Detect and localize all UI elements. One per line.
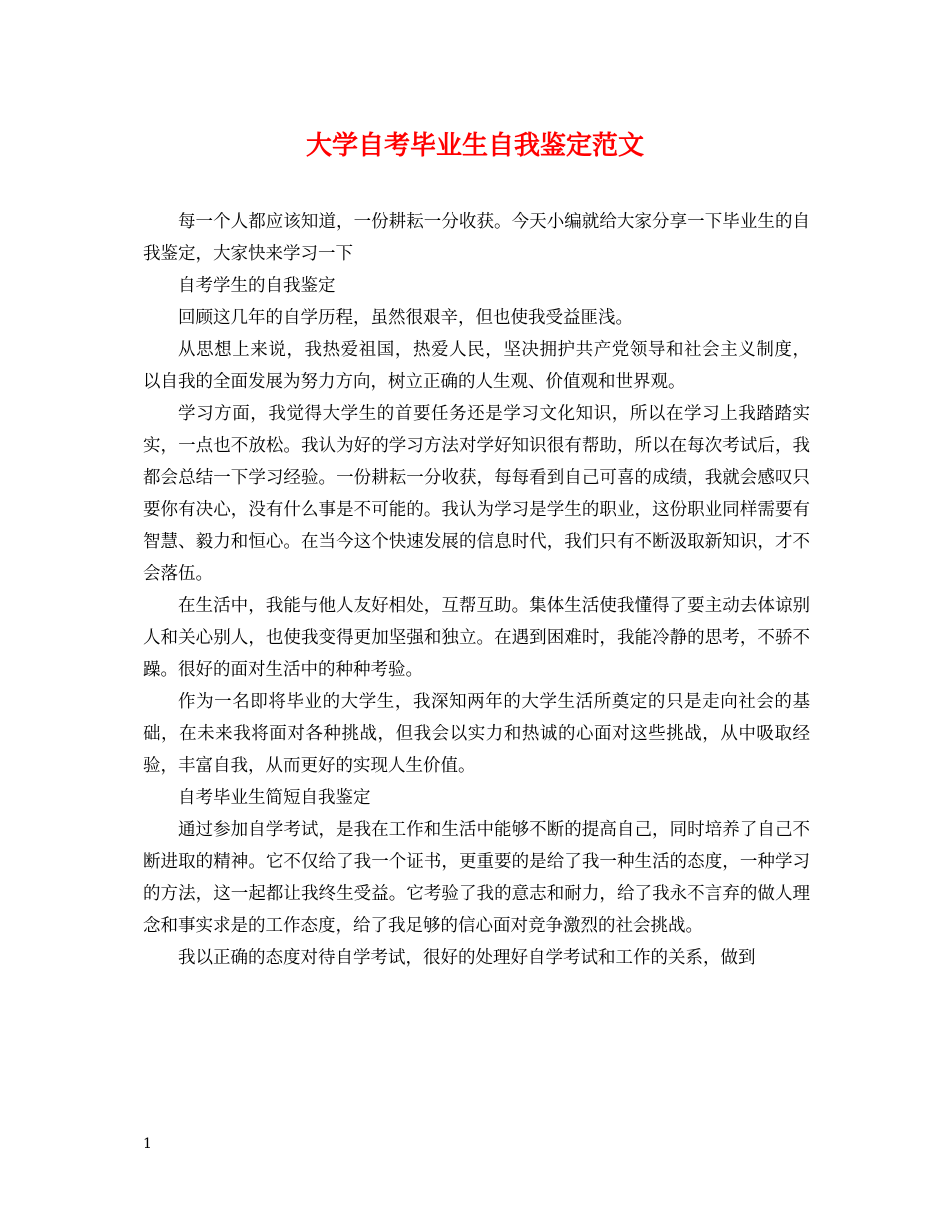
document-title: 大学自考毕业生自我鉴定范文	[305, 131, 644, 161]
document-body	[143, 206, 810, 974]
body-paragraph: 作为一名即将毕业的大学生，我深知两年的大学生活所奠定的只是走向社会的基础，在未来我将面对各种挑战，但我会以实力和热诚的心面对这些挑战，从中吸取经验，丰富自我，从而更好的实现人生价值。	[143, 692, 810, 776]
section-heading: 自考毕业生简短自我鉴定	[178, 788, 371, 808]
body-paragraph: 学习方面，我觉得大学生的首要任务还是学习文化知识，所以在学习上我踏踏实实，一点也不放松。我认为好的学习方法对学好知识很有帮助，所以在每次考试后，我都会总结一下学习经验。一份耕耘一分收获，每每看到自己可喜的成绩，我就会感叹只要你有决心，没有什么事是不可能的。我认为学习是学生的职业，这份职业同样需要有智慧、毅力和恒心。在当今这个快速发展的信息时代，我们只有不断汲取新知识，才不会落伍。	[143, 404, 810, 584]
section-heading: 自考学生的自我鉴定	[178, 276, 336, 296]
body-paragraph: 回顾这几年的自学历程，虽然很艰辛，但也使我受益匪浅。	[178, 308, 633, 328]
body-paragraph: 通过参加自学考试，是我在工作和生活中能够不断的提高自己，同时培养了自己不断进取的精神。它不仅给了我一个证书，更重要的是给了我一种生活的态度，一种学习的方法，这一起都让我终生受益。它考验了我的意志和耐力，给了我永不言弃的做人理念和事实求是的工作态度，给了我足够的信心面对竞争激烈的社会挑战。	[143, 820, 810, 936]
intro-paragraph: 每一个人都应该知道，一份耕耘一分收获。今天小编就给大家分享一下毕业生的自我鉴定，大家快来学习一下	[143, 212, 810, 264]
body-paragraph: 从思想上来说，我热爱祖国，热爱人民，坚决拥护共产党领导和社会主义制度， 以自我的全面发展为努力方向，树立正确的人生观、价值观和世界观。	[143, 340, 810, 392]
page-number: 1	[143, 1136, 152, 1152]
body-paragraph: 在生活中，我能与他人友好相处，互帮互助。集体生活使我懂得了要主动去体谅别人和关心别人，也使我变得更加坚强和独立。在遇到困难时，我能冷静的思考，不骄不躁。很好的面对生活中的种种考验。	[143, 596, 810, 680]
body-paragraph: 我以正确的态度对待自学考试，很好的处理好自学考试和工作的关系，做到	[178, 948, 756, 968]
